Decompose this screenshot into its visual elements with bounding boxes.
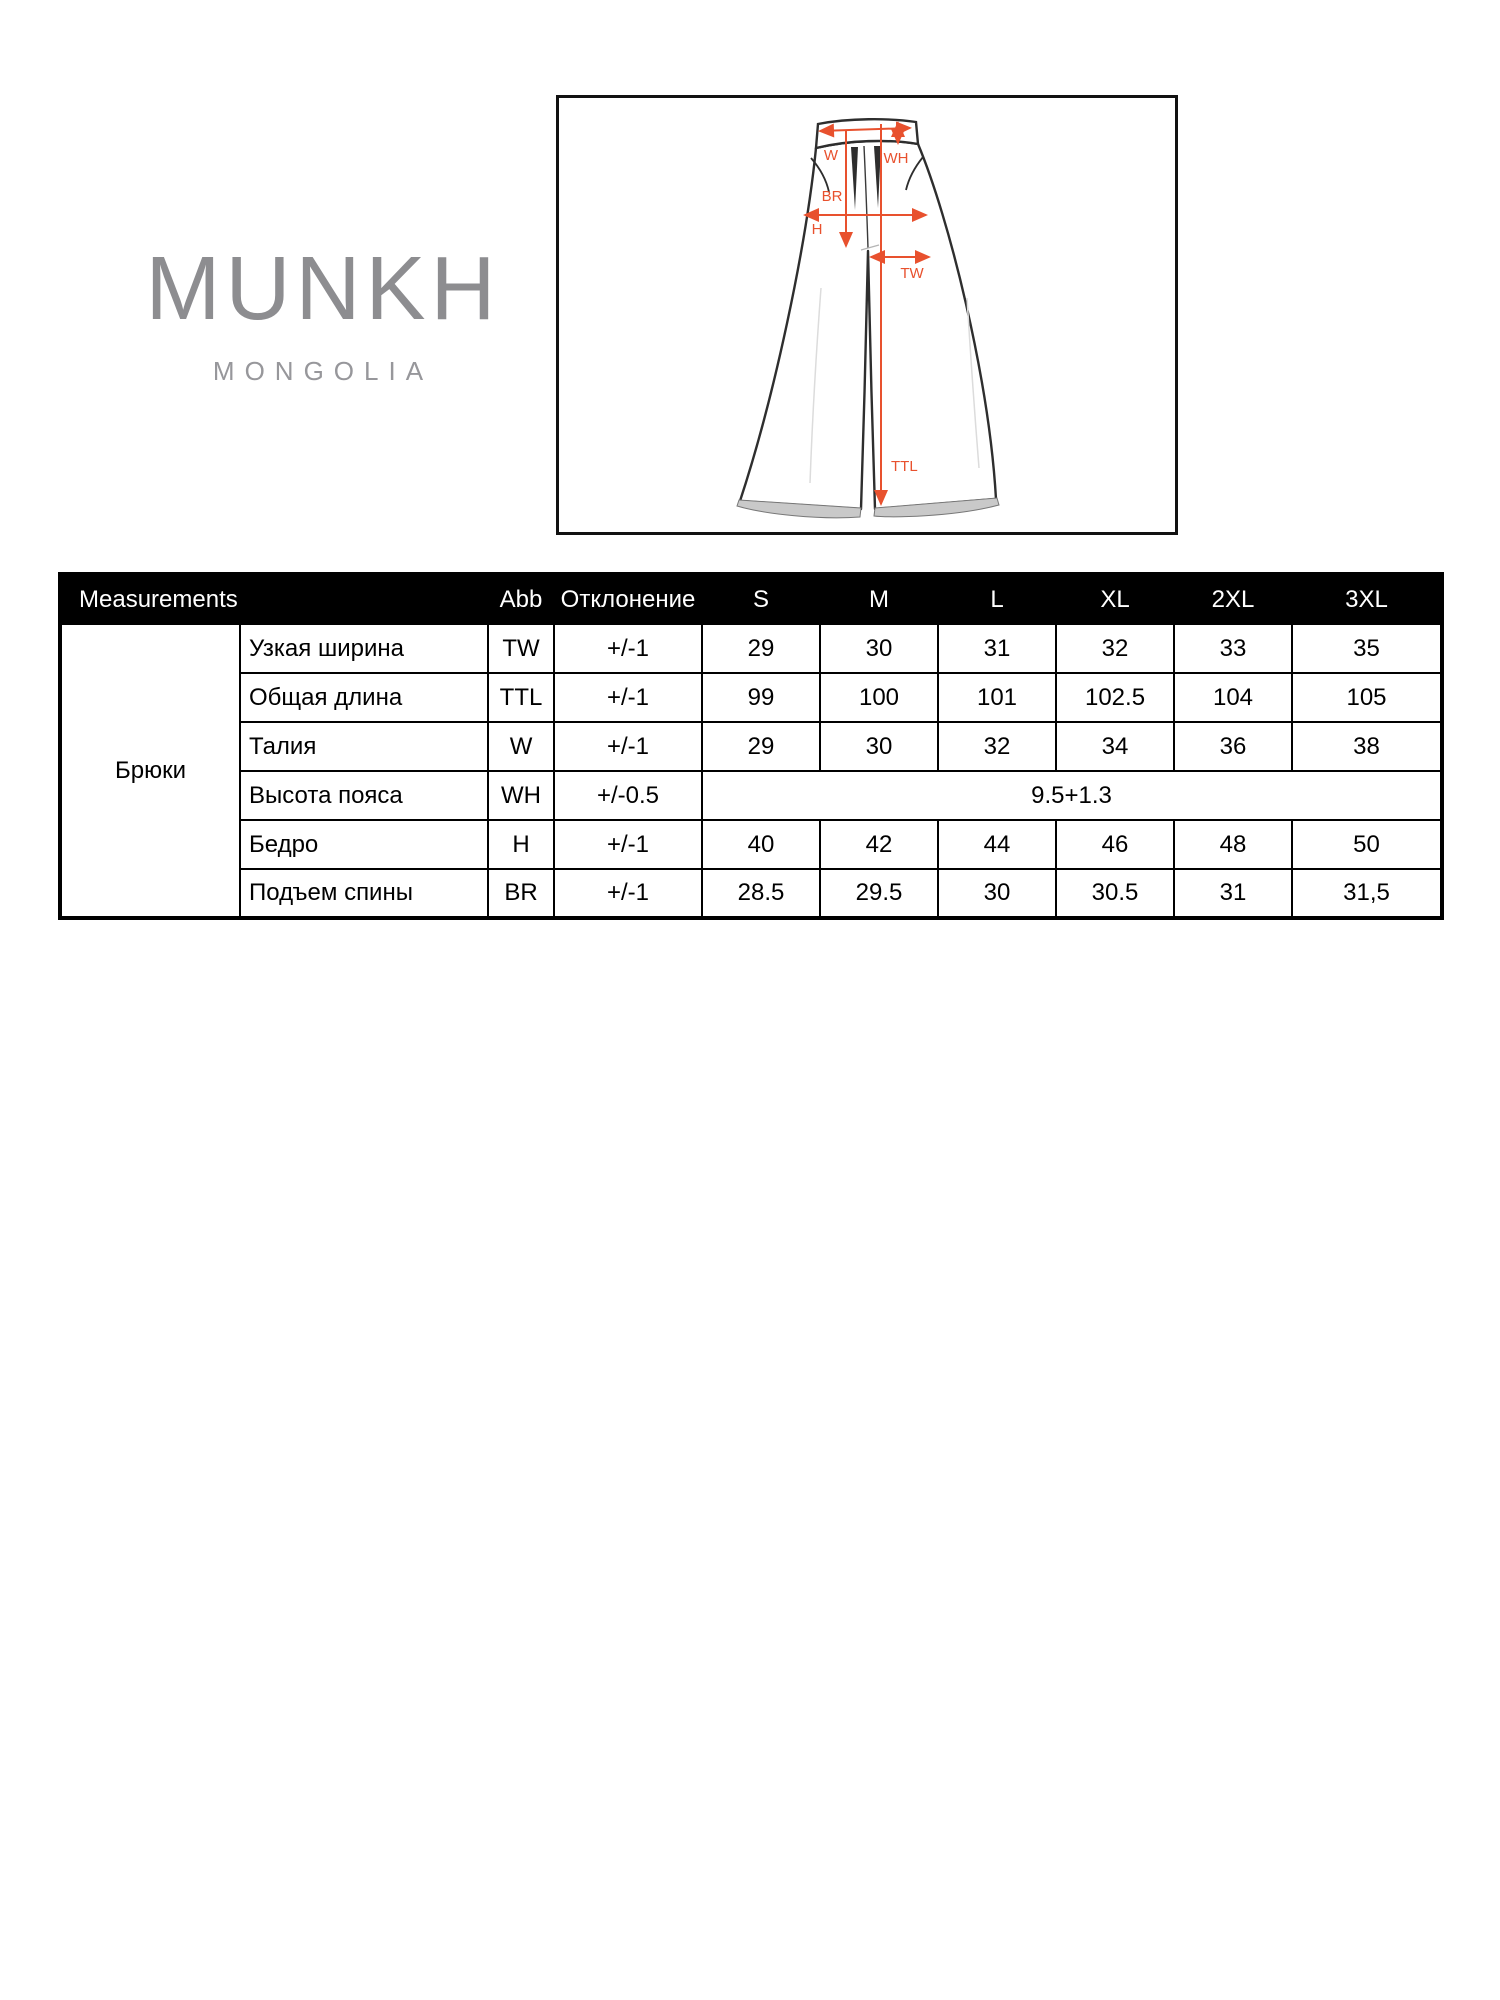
cell-deviation: +/-1	[554, 820, 702, 869]
table-row	[60, 624, 1442, 673]
table-row	[60, 820, 1442, 869]
label-h: H	[811, 221, 823, 238]
header-size-2xl: 2XL	[1174, 574, 1292, 624]
cell-name: Общая длина	[240, 673, 488, 722]
cell-value: 42	[820, 820, 938, 869]
cell-name: Подъем спины	[240, 869, 488, 918]
cell-value: 102.5	[1056, 673, 1174, 722]
cell-value: 29.5	[820, 869, 938, 918]
table-header-row	[60, 574, 1442, 624]
cell-value: 100	[820, 673, 938, 722]
header-size-3xl: 3XL	[1292, 574, 1442, 624]
header-deviation: Отклонение	[554, 574, 702, 624]
header-size-s: S	[702, 574, 820, 624]
cell-value: 31	[1174, 869, 1292, 918]
cell-value: 38	[1292, 722, 1442, 771]
pants-outline	[737, 119, 999, 518]
cell-value: 46	[1056, 820, 1174, 869]
cell-value: 28.5	[702, 869, 820, 918]
cell-value: 105	[1292, 673, 1442, 722]
cell-value: 32	[938, 722, 1056, 771]
cell-deviation: +/-1	[554, 869, 702, 918]
cell-name: Бедро	[240, 820, 488, 869]
cell-value: 36	[1174, 722, 1292, 771]
label-tw: TW	[900, 265, 924, 282]
pants-diagram-frame	[556, 95, 1178, 535]
table-row	[60, 673, 1442, 722]
cell-deviation: +/-1	[554, 673, 702, 722]
cell-merged-value: 9.5+1.3	[702, 771, 1442, 820]
header-size-l: L	[938, 574, 1056, 624]
cell-value: 30.5	[1056, 869, 1174, 918]
label-br: BR	[821, 188, 843, 205]
cell-abb: H	[488, 820, 554, 869]
cell-value: 48	[1174, 820, 1292, 869]
cell-abb: BR	[488, 869, 554, 918]
cell-value: 30	[820, 624, 938, 673]
label-wh: WH	[883, 150, 909, 167]
cell-value: 35	[1292, 624, 1442, 673]
cell-value: 40	[702, 820, 820, 869]
group-label-cell: Брюки	[60, 624, 240, 918]
cell-value: 34	[1056, 722, 1174, 771]
table-row	[60, 722, 1442, 771]
cell-abb: W	[488, 722, 554, 771]
cell-value: 31	[938, 624, 1056, 673]
header-measurements: Measurements	[60, 574, 488, 624]
header-size-xl: XL	[1056, 574, 1174, 624]
cell-deviation: +/-0.5	[554, 771, 702, 820]
size-table	[58, 572, 1444, 920]
size-table-section	[58, 572, 1444, 920]
cell-value: 30	[938, 869, 1056, 918]
cell-name: Талия	[240, 722, 488, 771]
cell-abb: WH	[488, 771, 554, 820]
cell-value: 30	[820, 722, 938, 771]
table-row	[60, 869, 1442, 918]
cell-name: Узкая ширина	[240, 624, 488, 673]
cell-name: Высота пояса	[240, 771, 488, 820]
cell-value: 32	[1056, 624, 1174, 673]
cell-abb: TW	[488, 624, 554, 673]
pants-diagram	[559, 98, 1175, 532]
cell-value: 99	[702, 673, 820, 722]
cell-value: 50	[1292, 820, 1442, 869]
cell-value: 101	[938, 673, 1056, 722]
label-ttl: TTL	[891, 458, 918, 475]
table-row	[60, 771, 1442, 820]
header-abb: Abb	[488, 574, 554, 624]
cell-deviation: +/-1	[554, 624, 702, 673]
cell-value: 33	[1174, 624, 1292, 673]
cell-value: 104	[1174, 673, 1292, 722]
brand-subtitle: MONGOLIA	[212, 356, 434, 386]
header-size-m: M	[820, 574, 938, 624]
cell-value: 29	[702, 624, 820, 673]
cell-value: 29	[702, 722, 820, 771]
cell-value: 31,5	[1292, 869, 1442, 918]
brand-name: MUNKH	[145, 239, 501, 339]
cell-abb: TTL	[488, 673, 554, 722]
cell-value: 44	[938, 820, 1056, 869]
label-w: W	[823, 147, 839, 164]
cell-deviation: +/-1	[554, 722, 702, 771]
brand-logo	[140, 239, 506, 387]
